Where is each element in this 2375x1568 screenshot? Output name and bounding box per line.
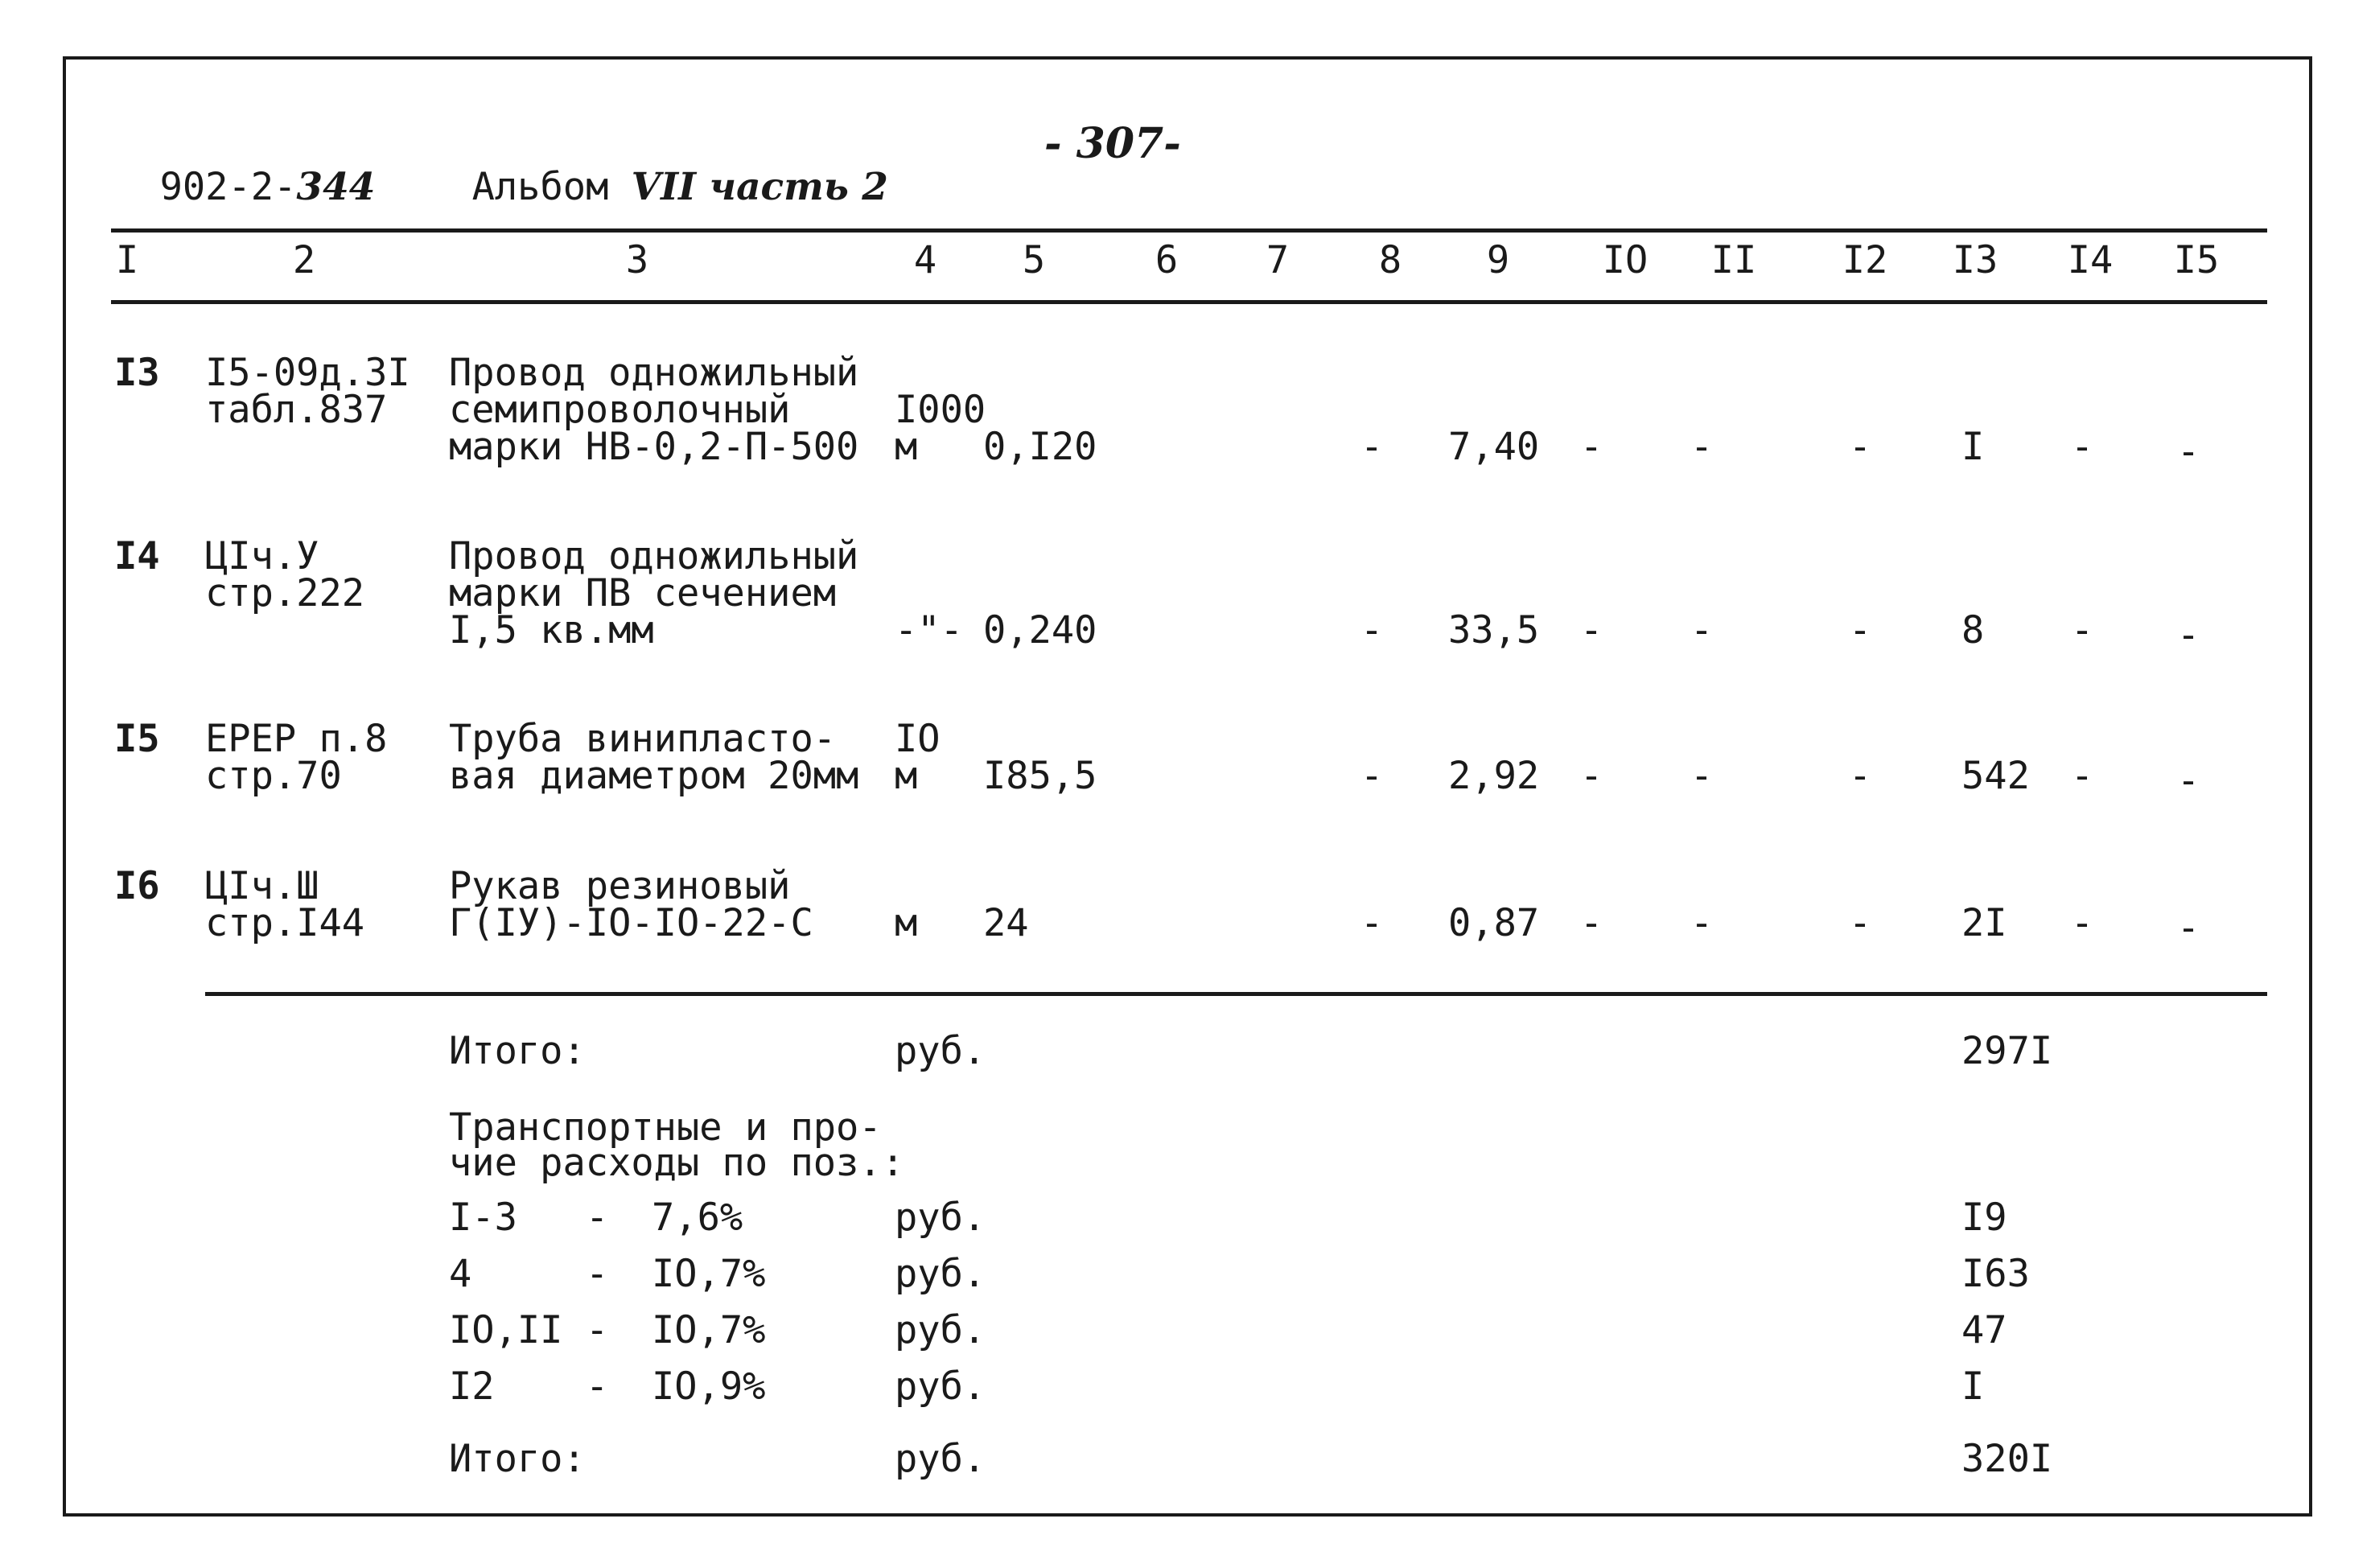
transport-value: I63 (1961, 1252, 2030, 1296)
total-value: 320I (1961, 1437, 2053, 1481)
transport-position: 4 (449, 1252, 472, 1296)
row-col10: - (1579, 608, 1603, 652)
album-word: Альбом (471, 165, 609, 209)
transport-position: I-3 (449, 1196, 517, 1240)
row-col8: - (1360, 425, 1384, 469)
column-header-11: II (1710, 238, 1757, 282)
row-number: I5 (114, 717, 160, 761)
row-col14: - (2070, 754, 2094, 798)
row-col8: - (1360, 754, 1384, 798)
transport-unit: руб. (895, 1252, 986, 1296)
transport-position: IO,II (449, 1308, 563, 1352)
row-col15: - (2176, 613, 2200, 657)
row-col14: - (2070, 901, 2094, 945)
row-description: семипроволочный (449, 388, 791, 432)
row-quantity: 24 (983, 901, 1029, 945)
row-reference: I5-09д.3I (205, 351, 410, 395)
header-top-rule (111, 228, 2267, 233)
row-unit: м (895, 425, 918, 469)
column-header-1: I (115, 238, 139, 282)
row-cost: I (1961, 425, 1985, 469)
column-header-9: 9 (1486, 238, 1510, 282)
transport-dash: - (586, 1252, 609, 1296)
row-unit-multiplier: I000 (895, 388, 986, 432)
doc-code (114, 130, 376, 209)
subtotal-unit: руб. (895, 1029, 986, 1073)
row-cost: 542 (1961, 754, 2030, 798)
transport-unit: руб. (895, 1308, 986, 1352)
total-label: Итого: (449, 1437, 586, 1481)
transport-label-line1: Транспортные и про- (449, 1105, 882, 1150)
row-col15: - (2176, 906, 2200, 950)
doc-code-prefix: 902-2- (159, 165, 297, 209)
transport-label-line2: чие расходы по поз.: (449, 1141, 904, 1185)
row-reference: табл.837 (205, 388, 388, 432)
row-description: Провод одножильный (449, 351, 859, 395)
column-header-2: 2 (292, 238, 316, 282)
row-col10: - (1579, 754, 1603, 798)
transport-percent: IO,9% (652, 1364, 766, 1409)
subtotal-value: 297I (1961, 1029, 2053, 1073)
column-header-7: 7 (1266, 238, 1290, 282)
subtotal-label: Итого: (449, 1029, 586, 1073)
row-number: I4 (114, 534, 160, 578)
row-col15: - (2176, 430, 2200, 474)
row-reference: ЦIч.Ш (205, 864, 319, 908)
row-col8: - (1360, 608, 1384, 652)
row-reference: ЦIч.У (205, 534, 319, 578)
row-price: 2,92 (1448, 754, 1540, 798)
column-header-8: 8 (1378, 238, 1402, 282)
row-unit-multiplier: IO (895, 717, 941, 761)
row-price: 7,40 (1448, 425, 1540, 469)
page-number: - 307- (1044, 119, 1181, 168)
row-cost: 2I (1961, 901, 2007, 945)
transport-unit: руб. (895, 1196, 986, 1240)
row-quantity: 0,I20 (983, 425, 1097, 469)
row-col14: - (2070, 425, 2094, 469)
column-header-5: 5 (1022, 238, 1046, 282)
album-label (426, 130, 888, 209)
row-unit: -"- (895, 608, 963, 652)
row-description: марки ПВ сечением (449, 571, 837, 615)
row-number: I3 (114, 351, 160, 395)
transport-unit: руб. (895, 1364, 986, 1409)
row-col15: - (2176, 759, 2200, 803)
row-col10: - (1579, 901, 1603, 945)
transport-percent: IO,7% (652, 1252, 766, 1296)
row-description: Рукав резиновый (449, 864, 791, 908)
transport-position: I2 (449, 1364, 495, 1409)
transport-dash: - (586, 1308, 609, 1352)
row-description: Труба винипласто- (449, 717, 837, 761)
column-header-14: I4 (2067, 238, 2114, 282)
row-col11: - (1690, 754, 1714, 798)
summary-rule (205, 992, 2267, 996)
row-col11: - (1690, 901, 1714, 945)
column-header-4: 4 (913, 238, 937, 282)
row-number: I6 (114, 864, 160, 908)
total-unit: руб. (895, 1437, 986, 1481)
transport-percent: IO,7% (652, 1308, 766, 1352)
row-price: 0,87 (1448, 901, 1540, 945)
row-quantity: I85,5 (983, 754, 1097, 798)
column-header-6: 6 (1155, 238, 1179, 282)
row-description: Провод одножильный (449, 534, 859, 578)
row-description: вая диаметром 20мм (449, 754, 859, 798)
row-reference: стр.70 (205, 754, 342, 798)
row-reference: ЕРЕР п.8 (205, 717, 388, 761)
transport-value: I (1961, 1364, 1985, 1409)
transport-dash: - (586, 1196, 609, 1240)
row-col12: - (1848, 425, 1872, 469)
row-col8: - (1360, 901, 1384, 945)
column-header-3: 3 (625, 238, 649, 282)
row-quantity: 0,240 (983, 608, 1097, 652)
column-header-15: I5 (2173, 238, 2220, 282)
doc-code-hand: 344 (296, 165, 376, 209)
album-part: VII часть 2 (631, 165, 888, 209)
header-bottom-rule (111, 300, 2267, 304)
row-col12: - (1848, 901, 1872, 945)
row-unit: м (895, 754, 918, 798)
row-col10: - (1579, 425, 1603, 469)
row-reference: стр.222 (205, 571, 365, 615)
transport-percent: 7,6% (652, 1196, 743, 1240)
column-header-10: IO (1602, 238, 1649, 282)
transport-value: I9 (1961, 1196, 2007, 1240)
transport-value: 47 (1961, 1308, 2007, 1352)
row-col11: - (1690, 608, 1714, 652)
row-col12: - (1848, 754, 1872, 798)
transport-dash: - (586, 1364, 609, 1409)
row-cost: 8 (1961, 608, 1985, 652)
row-unit: м (895, 901, 918, 945)
row-price: 33,5 (1448, 608, 1540, 652)
row-col12: - (1848, 608, 1872, 652)
row-col14: - (2070, 608, 2094, 652)
column-header-12: I2 (1842, 238, 1888, 282)
row-col11: - (1690, 425, 1714, 469)
row-description: марки НВ-0,2-П-500 (449, 425, 859, 469)
row-reference: стр.I44 (205, 901, 365, 945)
row-description: Г(IУ)-IO-IO-22-С (449, 901, 813, 945)
row-description: I,5 кв.мм (449, 608, 654, 652)
column-header-13: I3 (1952, 238, 1998, 282)
